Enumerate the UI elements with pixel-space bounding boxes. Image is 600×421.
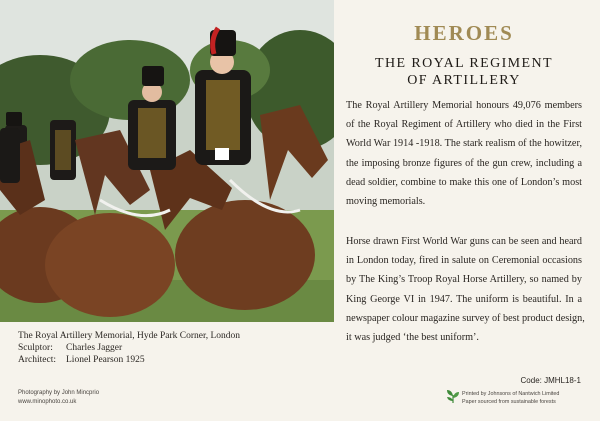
- sculptor-name: Charles Jagger: [66, 343, 123, 354]
- subtitle-line-1: THE ROYAL REGIMENT: [375, 56, 553, 71]
- paragraph-line: the imposing bronze figures of the gun crew, including a: [346, 157, 582, 169]
- leaf-icon: [446, 388, 460, 404]
- paragraph-line: it was judged ‘the best uniform’.: [346, 332, 479, 344]
- caption-line: The Royal Artillery Memorial, Hyde Park Corner, London: [18, 331, 241, 341]
- paragraph-line: King George VI in 1947. The uniform is beautiful. In a: [346, 293, 582, 305]
- paragraph-line: by The King’s Troop Royal Horse Artillery, so named by: [346, 274, 582, 286]
- paper-source-line: Paper sourced from sustainable forests: [462, 399, 556, 405]
- printer-line: Printed by Johnsons of Nantwich Limited: [462, 391, 560, 397]
- sculptor-label: Sculptor:: [18, 343, 53, 354]
- paragraph-line: World War 1914 -1918. The stark realism of the howitzer,: [346, 138, 582, 150]
- subtitle-line-2: OF ARTILLERY: [407, 73, 521, 88]
- architect-label: Architect:: [18, 355, 56, 366]
- page-subtitle: [346, 55, 582, 89]
- caption-sculptor: [18, 342, 328, 354]
- memorial-paragraph: [346, 96, 582, 211]
- paragraph-line: newspaper colour magazine survey of best product design,: [346, 312, 585, 324]
- paragraph-line: The Royal Artillery Memorial honours 49,076 members: [346, 100, 582, 111]
- mounted-artillery-photo: [0, 0, 334, 322]
- printer-info: [462, 390, 586, 406]
- paragraph-line: in London today, fired in salute on Ceremonial occasions: [346, 255, 582, 267]
- caption-architect: [18, 354, 328, 366]
- paragraph-line: dead soldier, combine to make this one of London’s most: [346, 176, 582, 188]
- photo-credit: [18, 389, 99, 407]
- photography-credit: Photography by John Mincprio: [18, 390, 100, 396]
- architect-name: Lionel Pearson 1925: [66, 355, 145, 366]
- website-link: www.minophoto.co.uk: [18, 399, 77, 405]
- paragraph-line: of the Royal Regiment of Artillery who died in the First: [346, 119, 582, 131]
- page-title: HEROES: [414, 21, 514, 45]
- product-code: Code: JMHL18-1: [520, 376, 581, 385]
- photo-caption: [18, 330, 328, 367]
- paragraph-line: Horse drawn First World War guns can be seen and heard: [346, 236, 582, 247]
- uniform-paragraph: [346, 232, 585, 347]
- paragraph-line: moving memorials.: [346, 196, 426, 208]
